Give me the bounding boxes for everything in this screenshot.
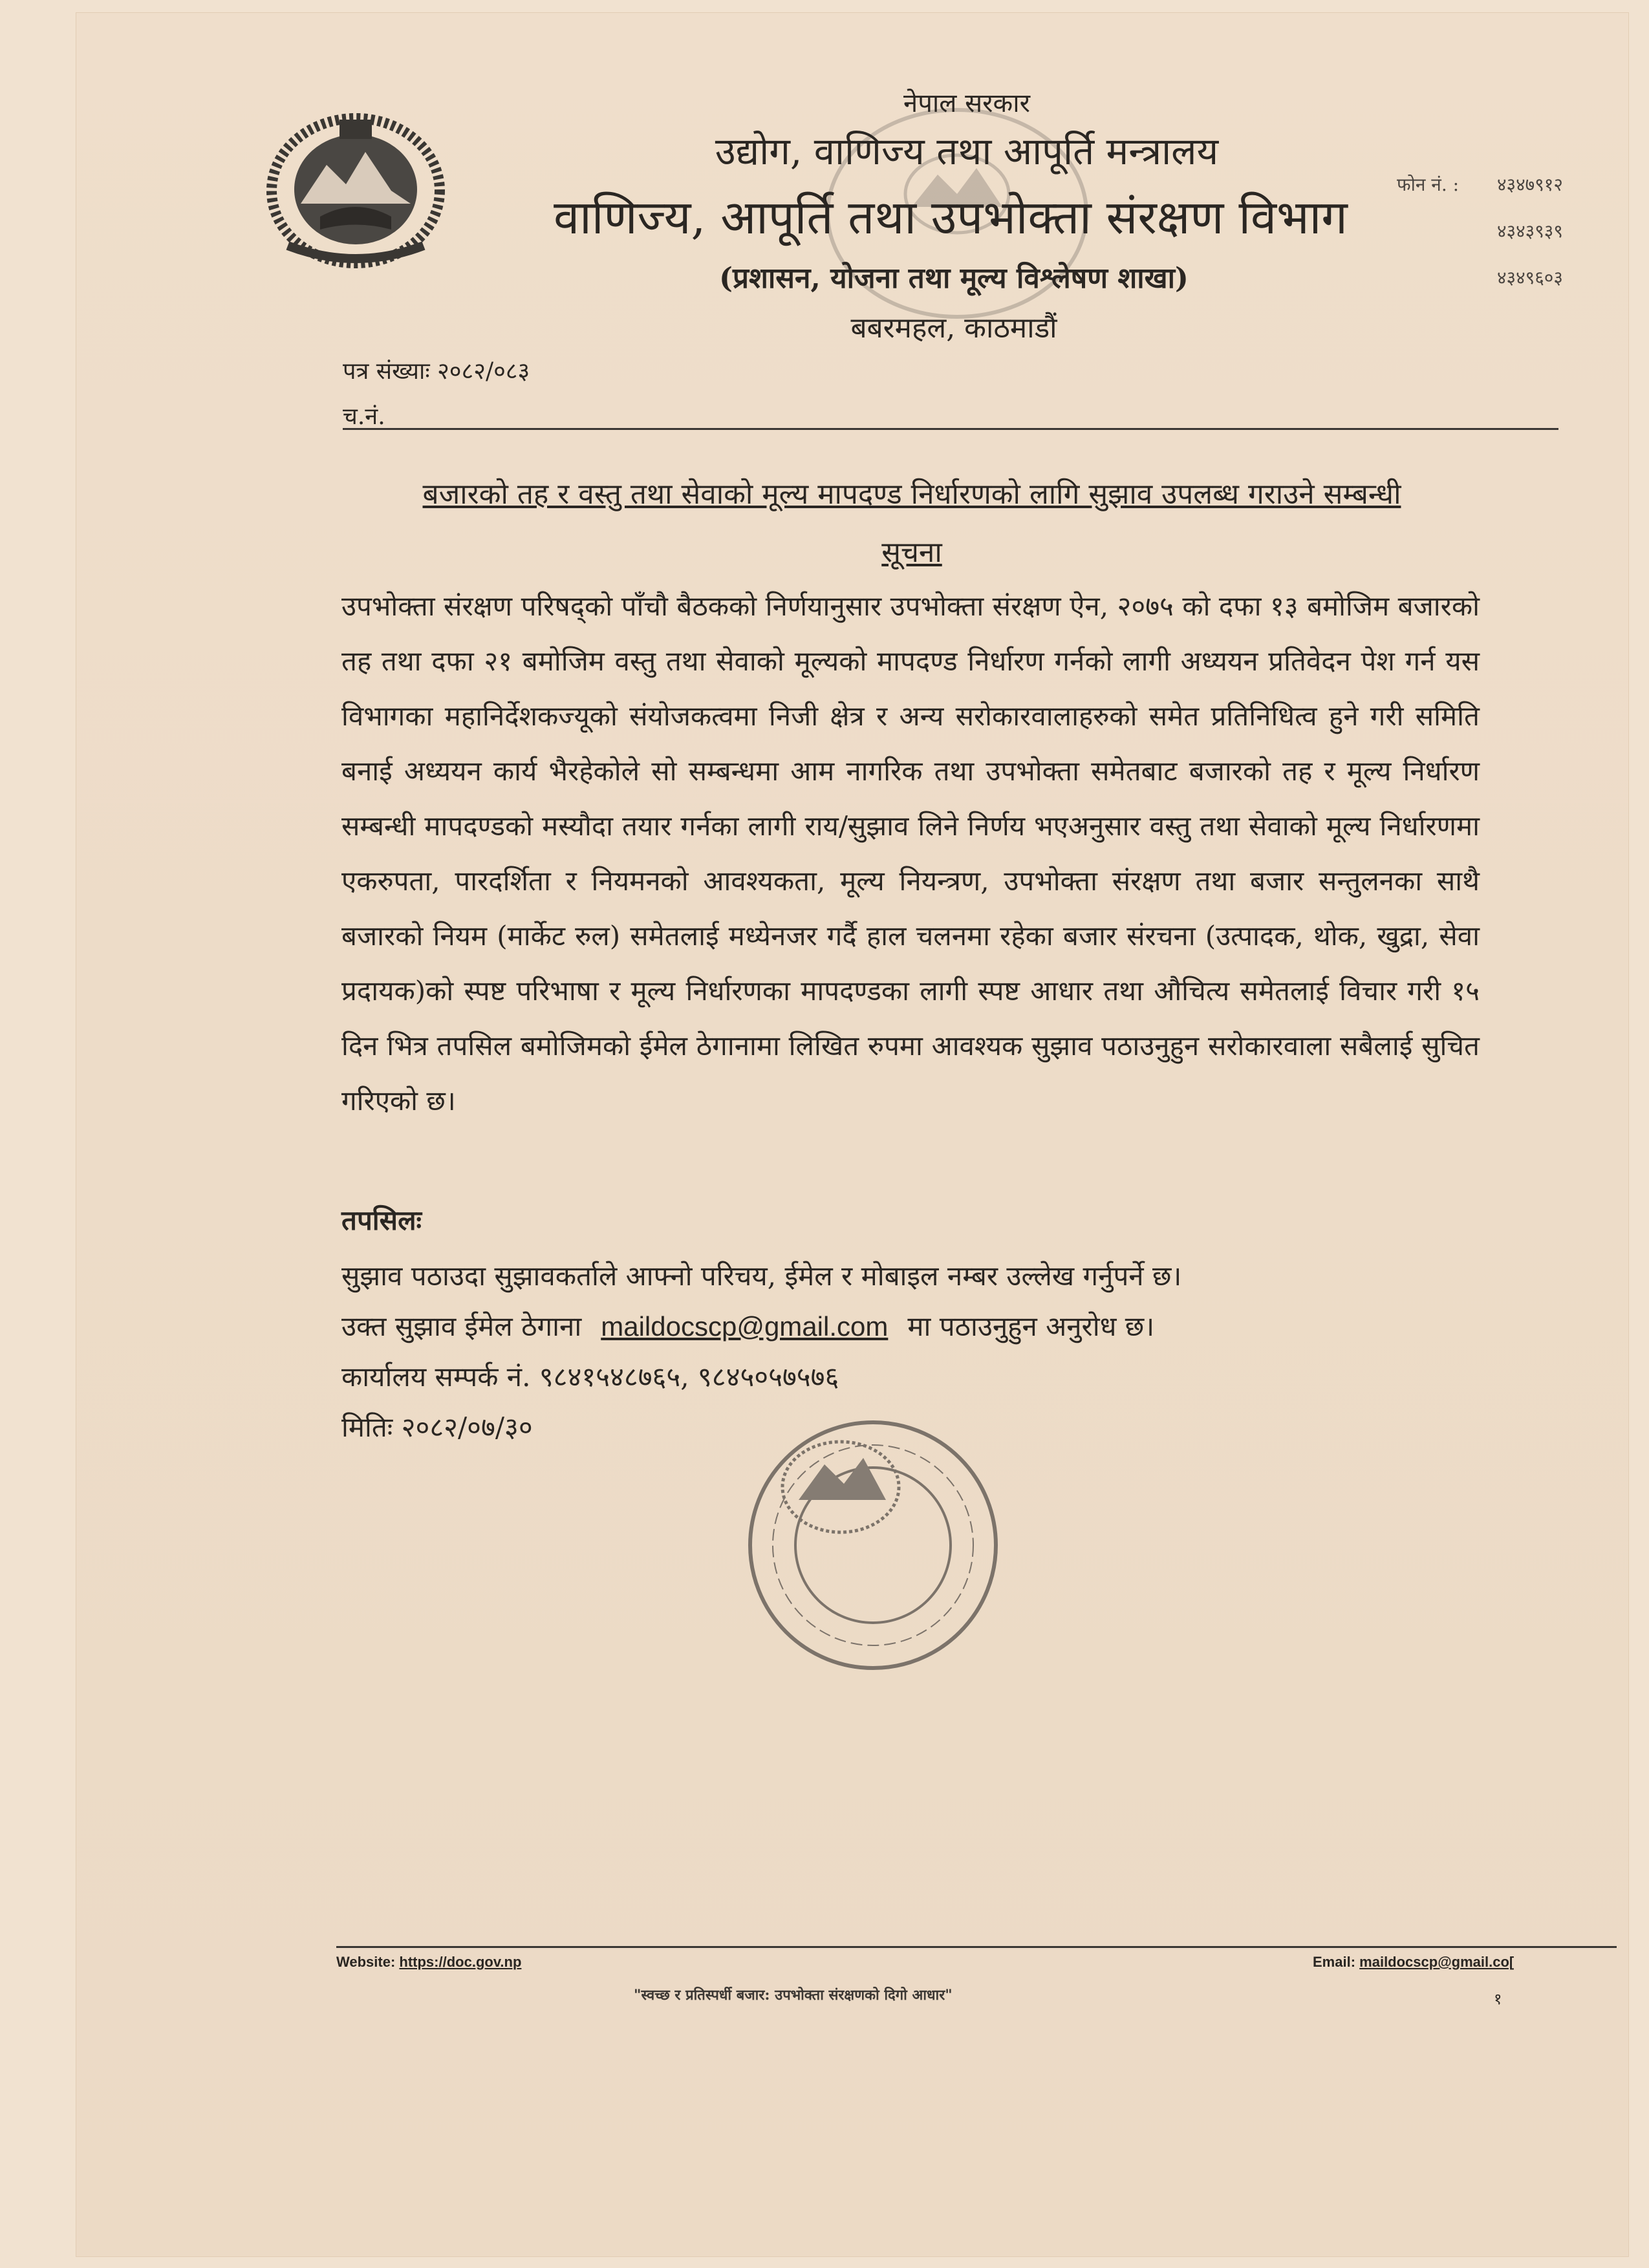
phone-number: ४३४३९३९ bbox=[1497, 220, 1563, 242]
office-contact: कार्यालय सम्पर्क नं. ९८४१५४८७६५, ९८४५०५७५७६ bbox=[341, 1361, 839, 1393]
letter-number: पत्र संख्याः २०८२/०८३ bbox=[343, 358, 530, 385]
phone-label: फोन नं. : bbox=[1397, 174, 1460, 195]
phone-number: ४३४९६०३ bbox=[1497, 267, 1563, 288]
notice-date: मितिः २०८२/०७/३० bbox=[341, 1411, 533, 1443]
office-location: बबरमहल, काठमाडौं bbox=[850, 312, 1057, 345]
footer-divider bbox=[336, 1946, 1617, 1948]
department-name: वाणिज्य, आपूर्ति तथा उपभोक्ता संरक्षण विभाग bbox=[554, 190, 1348, 244]
page-number: १ bbox=[1494, 1990, 1502, 2008]
header-divider bbox=[343, 428, 1558, 430]
phone-numbers bbox=[1397, 162, 1563, 301]
tapsil-heading: तपसिलः bbox=[341, 1204, 422, 1236]
ministry-name: उद्योग, वाणिज्य तथा आपूर्ति मन्त्रालय bbox=[715, 129, 1219, 173]
paper-sheet bbox=[76, 13, 1628, 2256]
tapsil-line-intro: सुझाव पठाउदा सुझावकर्ताले आफ्नो परिचय, ईमेल र मोबाइल नम्बर उल्लेख गर्नुपर्ने छ। bbox=[341, 1260, 1182, 1292]
subject-line: बजारको तह र वस्तु तथा सेवाको मूल्य मापदण्ड निर्धारणको लागि सुझाव उपलब्ध गराउने सम्बन्धी bbox=[422, 478, 1401, 511]
notice-body: उपभोक्ता संरक्षण परिषद्को पाँचौ बैठकको निर्णयानुसार उपभोक्ता संरक्षण ऐन, २०७५ को दफा १३ बमोजिम बजारको तह तथा दफा २१ बमोजिम वस्तु तथा सेवाको मूल्यको मापदण्ड निर्धारण गर्नको लागी अध्ययन प्रतिवेदन पेश गर्न यस विभागका महानिर्देशकज्यूको संयोजकत्वमा निजी क्षेत्र र अन्य सरोकारवालाहरुको समेत प्रतिनिधित्व हुने गरी समिति बनाई अध्ययन कार्य भैरहेकोले सो सम्बन्धमा आम नागरिक तथा उपभोक्ता समेतबाट बजारको तह र मूल्य निर्धारण सम्बन्धी मापदण्डको मस्यौदा तयार गर्नका लागी राय/सुझाव लिने निर्णय भएअनुसार वस्तु तथा सेवाको मूल्य निर्धारणमा एकरुपता, पारदर्शिता र नियमनको आवश्यकता, मूल्य नियन्त्रण, उपभोक्ता संरक्षण तथा बजार सन्तुलनका साथै बजारको नियम (मार्केट रुल) समेतलाई मध्येनजर गर्दै हाल चलनमा रहेका बजार संरचना (उत्पादक, थोक, खुद्रा, सेवा प्रदायक)को स्पष्ट परिभाषा र मूल्य निर्धारणका मापदण्डका लागी स्पष्ट आधार तथा औचित्य समेतलाई विचार गरी १५ दिन भित्र तपसिल बमोजिमको ईमेल ठेगानामा लिखित रुपमा आवश्यक सुझाव पठाउनुहुन सरोकारवाला सबैलाई सुचित गरिएको छ। bbox=[341, 590, 1480, 1117]
nepal-emblem-logo bbox=[262, 107, 449, 268]
notice-subject bbox=[336, 465, 1487, 582]
website-link[interactable]: https://doc.gov.np bbox=[399, 1954, 522, 1970]
footer-slogan: "स्वच्छ र प्रतिस्पर्धी बजार: उपभोक्ता संरक्षणको दिगो आधार" bbox=[634, 1987, 953, 2004]
official-seal-stamp bbox=[737, 1403, 1009, 1687]
reference-block bbox=[343, 349, 530, 440]
tapsil-line-email: उक्त सुझाव ईमेल ठेगाना maildocscp@gmail.com मा पठाउनुहुन अनुरोध छ। bbox=[341, 1311, 1155, 1342]
suggestion-email-link[interactable]: maildocscp@gmail.com bbox=[601, 1311, 889, 1342]
phone-number: ४३४७९१२ bbox=[1497, 174, 1563, 195]
footer-website: Website: https://doc.gov.np bbox=[336, 1954, 522, 1970]
phone-row bbox=[1397, 162, 1563, 208]
phone-row bbox=[1397, 255, 1563, 301]
phone-row bbox=[1397, 208, 1563, 255]
government-name: नेपाल सरकार bbox=[903, 89, 1030, 118]
footer-email: Email: maildocscp@gmail.co[ bbox=[1313, 1954, 1514, 1970]
dispatch-number: च.नं. bbox=[343, 403, 385, 430]
footer-email-link[interactable]: maildocscp@gmail.co[ bbox=[1359, 1954, 1514, 1970]
subject-title: सूचना bbox=[881, 536, 942, 569]
branch-name: (प्रशासन, योजना तथा मूल्य विश्लेषण शाखा) bbox=[719, 262, 1189, 295]
